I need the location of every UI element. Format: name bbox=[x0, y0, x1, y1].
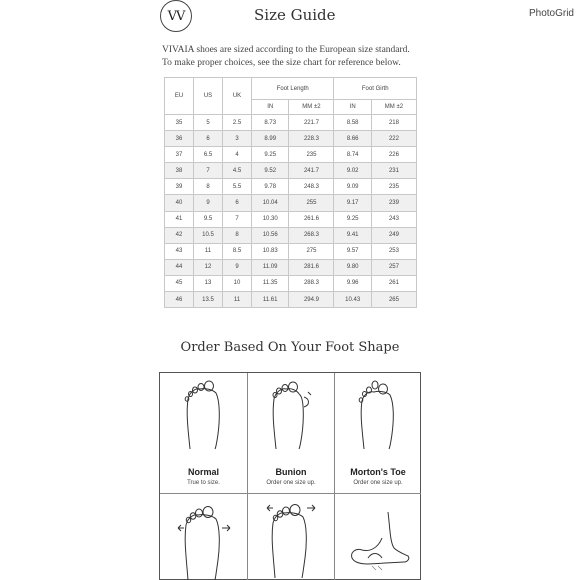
size-cell: 9.02 bbox=[334, 163, 371, 179]
size-cell: 9 bbox=[223, 259, 252, 275]
size-cell: 261 bbox=[371, 275, 416, 291]
size-cell: 4 bbox=[223, 147, 252, 163]
size-cell: 45 bbox=[165, 275, 194, 291]
size-row bbox=[165, 259, 417, 275]
size-cell: 10.04 bbox=[252, 195, 289, 211]
size-row bbox=[165, 275, 417, 291]
size-cell: 9.80 bbox=[334, 259, 371, 275]
foot-shape-title: Order Based On Your Foot Shape bbox=[180, 340, 400, 355]
foot-wide-icon bbox=[176, 500, 232, 580]
foot-shape-grid bbox=[159, 372, 421, 580]
size-cell: 6 bbox=[194, 131, 223, 147]
intro-line-1: VIVAIA shoes are sized according to the European size standard. bbox=[162, 45, 410, 55]
size-row bbox=[165, 243, 417, 259]
size-cell: 5 bbox=[194, 115, 223, 131]
header-foot-girth: Foot Girth bbox=[334, 78, 417, 100]
size-cell: 7 bbox=[194, 163, 223, 179]
size-cell: 248.3 bbox=[289, 179, 334, 195]
foot-shape-card-high-arch bbox=[335, 494, 421, 580]
brand-logo: VV bbox=[160, 0, 192, 32]
size-cell: 9.52 bbox=[252, 163, 289, 179]
size-cell: 9.17 bbox=[334, 195, 371, 211]
size-row bbox=[165, 195, 417, 211]
size-row bbox=[165, 227, 417, 243]
size-row bbox=[165, 292, 417, 308]
size-row bbox=[165, 163, 417, 179]
size-cell: 43 bbox=[165, 243, 194, 259]
foot-bunion-icon bbox=[266, 379, 316, 451]
header-length-mm: MM ±2 bbox=[289, 100, 334, 115]
foot-shape-label: Bunion bbox=[275, 467, 307, 477]
size-cell: 3 bbox=[223, 131, 252, 147]
size-cell: 10.43 bbox=[334, 292, 371, 308]
page-title: Size Guide bbox=[254, 6, 336, 24]
size-cell: 10.5 bbox=[194, 227, 223, 243]
foot-shape-note: Order one size up. bbox=[266, 480, 316, 486]
foot-shape-label: Normal bbox=[187, 467, 219, 477]
size-cell: 261.6 bbox=[289, 211, 334, 227]
size-cell: 8 bbox=[223, 227, 252, 243]
foot-shape-note: True to size. bbox=[187, 480, 220, 486]
size-cell: 228.3 bbox=[289, 131, 334, 147]
size-cell: 42 bbox=[165, 227, 194, 243]
header-foot-length: Foot Length bbox=[252, 78, 334, 100]
size-cell: 5.5 bbox=[223, 179, 252, 195]
size-cell: 41 bbox=[165, 211, 194, 227]
size-cell: 11.61 bbox=[252, 292, 289, 308]
foot-high-arch-icon bbox=[348, 508, 412, 572]
size-cell: 8.58 bbox=[334, 115, 371, 131]
size-row bbox=[165, 211, 417, 227]
foot-shape-card-mortons-toe bbox=[335, 373, 421, 494]
size-cell: 265 bbox=[371, 292, 416, 308]
size-cell: 226 bbox=[371, 147, 416, 163]
size-row bbox=[165, 147, 417, 163]
size-cell: 11.35 bbox=[252, 275, 289, 291]
size-cell: 10.83 bbox=[252, 243, 289, 259]
size-cell: 4.5 bbox=[223, 163, 252, 179]
size-cell: 253 bbox=[371, 243, 416, 259]
size-cell: 268.3 bbox=[289, 227, 334, 243]
photogrid-watermark: PhotoGrid bbox=[528, 8, 574, 19]
size-cell: 8.73 bbox=[252, 115, 289, 131]
size-cell: 255 bbox=[289, 195, 334, 211]
size-cell: 39 bbox=[165, 179, 194, 195]
size-cell: 40 bbox=[165, 195, 194, 211]
size-cell: 294.9 bbox=[289, 292, 334, 308]
header-length-in: IN bbox=[252, 100, 289, 115]
size-cell: 10.30 bbox=[252, 211, 289, 227]
size-cell: 37 bbox=[165, 147, 194, 163]
size-cell: 231 bbox=[371, 163, 416, 179]
foot-wide-toes-icon bbox=[263, 498, 319, 578]
size-cell: 8.66 bbox=[334, 131, 371, 147]
size-cell: 288.3 bbox=[289, 275, 334, 291]
size-cell: 275 bbox=[289, 243, 334, 259]
intro-text bbox=[162, 44, 442, 69]
size-cell: 257 bbox=[371, 259, 416, 275]
size-cell: 8.5 bbox=[223, 243, 252, 259]
size-cell: 6.5 bbox=[194, 147, 223, 163]
foot-shape-note: Order one size up. bbox=[353, 480, 403, 486]
header-girth-in: IN bbox=[334, 100, 371, 115]
size-cell: 12 bbox=[194, 259, 223, 275]
size-cell: 46 bbox=[165, 292, 194, 308]
size-cell: 243 bbox=[371, 211, 416, 227]
size-cell: 9.57 bbox=[334, 243, 371, 259]
header-us: US bbox=[194, 78, 223, 115]
foot-shape-card-bunion bbox=[248, 373, 335, 494]
size-cell: 8.99 bbox=[252, 131, 289, 147]
foot-shape-label: Morton's Toe bbox=[350, 467, 406, 477]
size-cell: 10 bbox=[223, 275, 252, 291]
size-cell: 9.41 bbox=[334, 227, 371, 243]
size-cell: 10.56 bbox=[252, 227, 289, 243]
foot-shape-card-normal bbox=[160, 373, 248, 494]
size-cell: 241.7 bbox=[289, 163, 334, 179]
size-cell: 11 bbox=[223, 292, 252, 308]
foot-shape-card-wide bbox=[160, 494, 248, 580]
size-cell: 44 bbox=[165, 259, 194, 275]
header-uk: UK bbox=[223, 78, 252, 115]
size-cell: 9 bbox=[194, 195, 223, 211]
size-cell: 235 bbox=[371, 179, 416, 195]
size-cell: 9.96 bbox=[334, 275, 371, 291]
size-cell: 36 bbox=[165, 131, 194, 147]
size-cell: 221.7 bbox=[289, 115, 334, 131]
foot-mortons-toe-icon bbox=[356, 379, 400, 451]
size-cell: 11 bbox=[194, 243, 223, 259]
size-row bbox=[165, 115, 417, 131]
size-cell: 9.09 bbox=[334, 179, 371, 195]
header-eu: EU bbox=[165, 78, 194, 115]
size-cell: 222 bbox=[371, 131, 416, 147]
size-cell: 13.5 bbox=[194, 292, 223, 308]
size-cell: 218 bbox=[371, 115, 416, 131]
size-cell: 2.5 bbox=[223, 115, 252, 131]
size-cell: 38 bbox=[165, 163, 194, 179]
size-cell: 8.74 bbox=[334, 147, 371, 163]
size-row bbox=[165, 179, 417, 195]
header-girth-mm: MM ±2 bbox=[371, 100, 416, 115]
size-cell: 9.25 bbox=[334, 211, 371, 227]
size-cell: 281.6 bbox=[289, 259, 334, 275]
size-cell: 9.5 bbox=[194, 211, 223, 227]
size-cell: 9.25 bbox=[252, 147, 289, 163]
size-cell: 11.09 bbox=[252, 259, 289, 275]
size-cell: 235 bbox=[289, 147, 334, 163]
size-row bbox=[165, 131, 417, 147]
intro-line-2: To make proper choices, see the size chart for reference below. bbox=[162, 57, 401, 68]
size-chart-table bbox=[164, 77, 417, 308]
size-cell: 239 bbox=[371, 195, 416, 211]
size-cell: 13 bbox=[194, 275, 223, 291]
foot-normal-icon bbox=[182, 379, 226, 451]
size-cell: 6 bbox=[223, 195, 252, 211]
size-cell: 8 bbox=[194, 179, 223, 195]
foot-shape-card-wide-toes bbox=[248, 494, 335, 580]
size-cell: 35 bbox=[165, 115, 194, 131]
size-cell: 9.78 bbox=[252, 179, 289, 195]
size-cell: 7 bbox=[223, 211, 252, 227]
size-cell: 249 bbox=[371, 227, 416, 243]
